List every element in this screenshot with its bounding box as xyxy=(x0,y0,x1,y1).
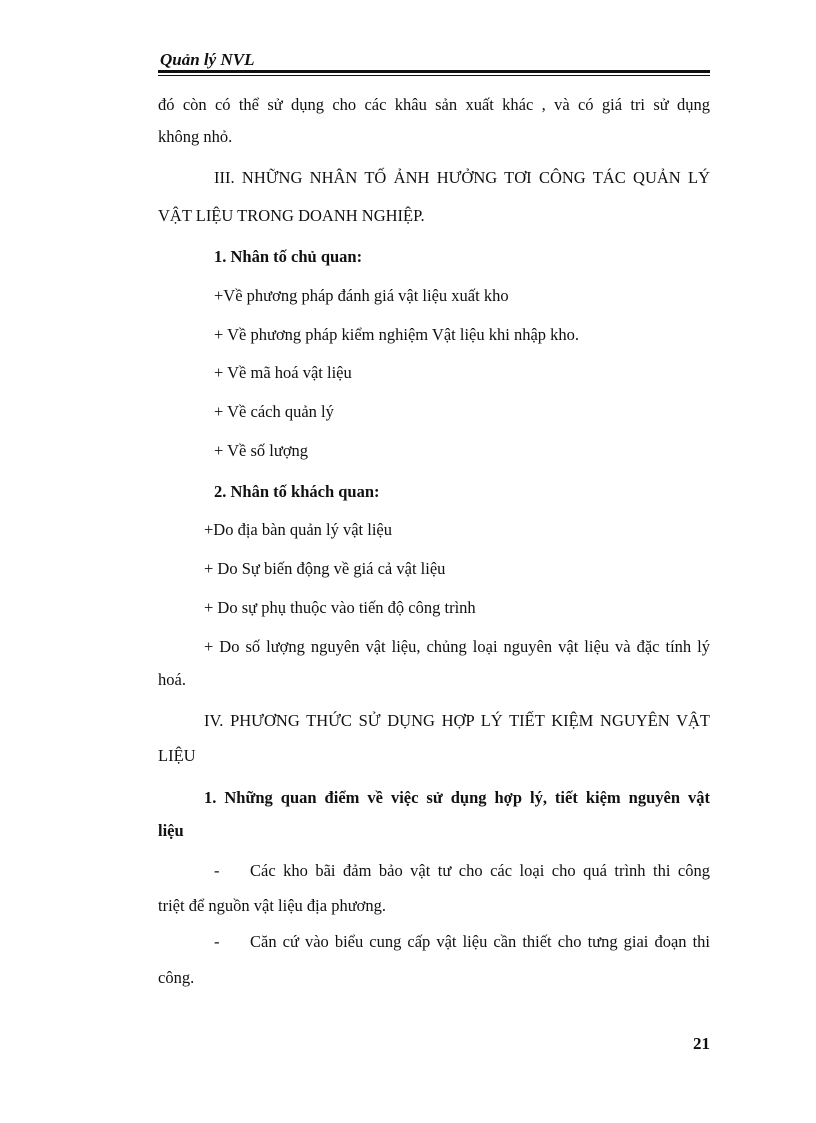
section-4-heading-line-1: IV. PHƯƠNG THỨC SỬ DỤNG HỢP LÝ TIẾT KIỆM NGUYÊN VẬT xyxy=(204,711,710,730)
subsection-1-item: + Về cách quản lý xyxy=(214,402,334,421)
subsection-1-item: +Về phương pháp đánh giá vật liệu xuất kho xyxy=(214,286,509,305)
subsection-4-1-heading-line-2: liệu xyxy=(158,821,184,840)
subsection-1-item: + Về mã hoá vật liệu xyxy=(214,363,352,382)
intro-paragraph-line-2: không nhỏ. xyxy=(158,127,233,146)
section-3-heading-line-1: III. NHỮNG NHÂN TỐ ẢNH HƯỞNG TƠI CÔNG TÁC QUẢN LÝ xyxy=(214,168,710,187)
subsection-1-item: + Về số lượng xyxy=(214,441,309,460)
subsection-2-item: + Do sự phụ thuộc vào tiến độ công trình xyxy=(204,598,476,617)
bullet-item-1-line-1 xyxy=(158,861,710,881)
section-4-heading-line-2: LIỆU xyxy=(158,746,196,765)
subsection-4-1-heading-line-1: 1. Những quan điểm về việc sử dụng hợp lý, tiết kiệm nguyên vật xyxy=(204,788,710,807)
dash-bullet: - xyxy=(214,861,220,880)
subsection-2-item: + Do Sự biến động về giá cả vật liệu xyxy=(204,559,446,578)
header-rule-thin xyxy=(158,75,710,76)
dash-bullet: - xyxy=(214,932,220,951)
bullet-text: Căn cứ vào biểu cung cấp vật liệu cần thiết cho tưng giai đoạn thi xyxy=(250,932,710,951)
subsection-2-item-last-line-2: hoá. xyxy=(158,670,186,689)
bullet-item-1-line-2: triệt để nguồn vật liệu địa phương. xyxy=(158,896,386,915)
bullet-item-2-line-2: công. xyxy=(158,968,195,987)
bullet-text: Các kho bãi đảm bảo vật tư cho các loại cho quá trình thi công xyxy=(250,861,710,880)
header-rule-thick xyxy=(158,70,710,73)
section-3-heading-line-2: VẬT LIỆU TRONG DOANH NGHIỆP. xyxy=(158,206,425,225)
bullet-item-2-line-1 xyxy=(158,932,710,952)
subsection-1-heading: 1. Nhân tố chủ quan: xyxy=(214,247,363,266)
page-number: 21 xyxy=(693,1034,710,1053)
intro-paragraph-line-1: đó còn có thể sử dụng cho các khâu sản xuất khác , và có giá tri sử dụng xyxy=(158,95,710,114)
subsection-2-item: +Do địa bàn quản lý vật liệu xyxy=(204,520,393,539)
running-header-title: Quản lý NVL xyxy=(160,50,255,69)
subsection-1-item: + Về phương pháp kiểm nghiệm Vật liệu khi nhập kho. xyxy=(214,325,580,344)
subsection-2-item-last-line-1: + Do số lượng nguyên vật liệu, chủng loại nguyên vật liệu và đặc tính lý xyxy=(204,637,710,656)
subsection-2-heading: 2. Nhân tố khách quan: xyxy=(214,482,380,501)
